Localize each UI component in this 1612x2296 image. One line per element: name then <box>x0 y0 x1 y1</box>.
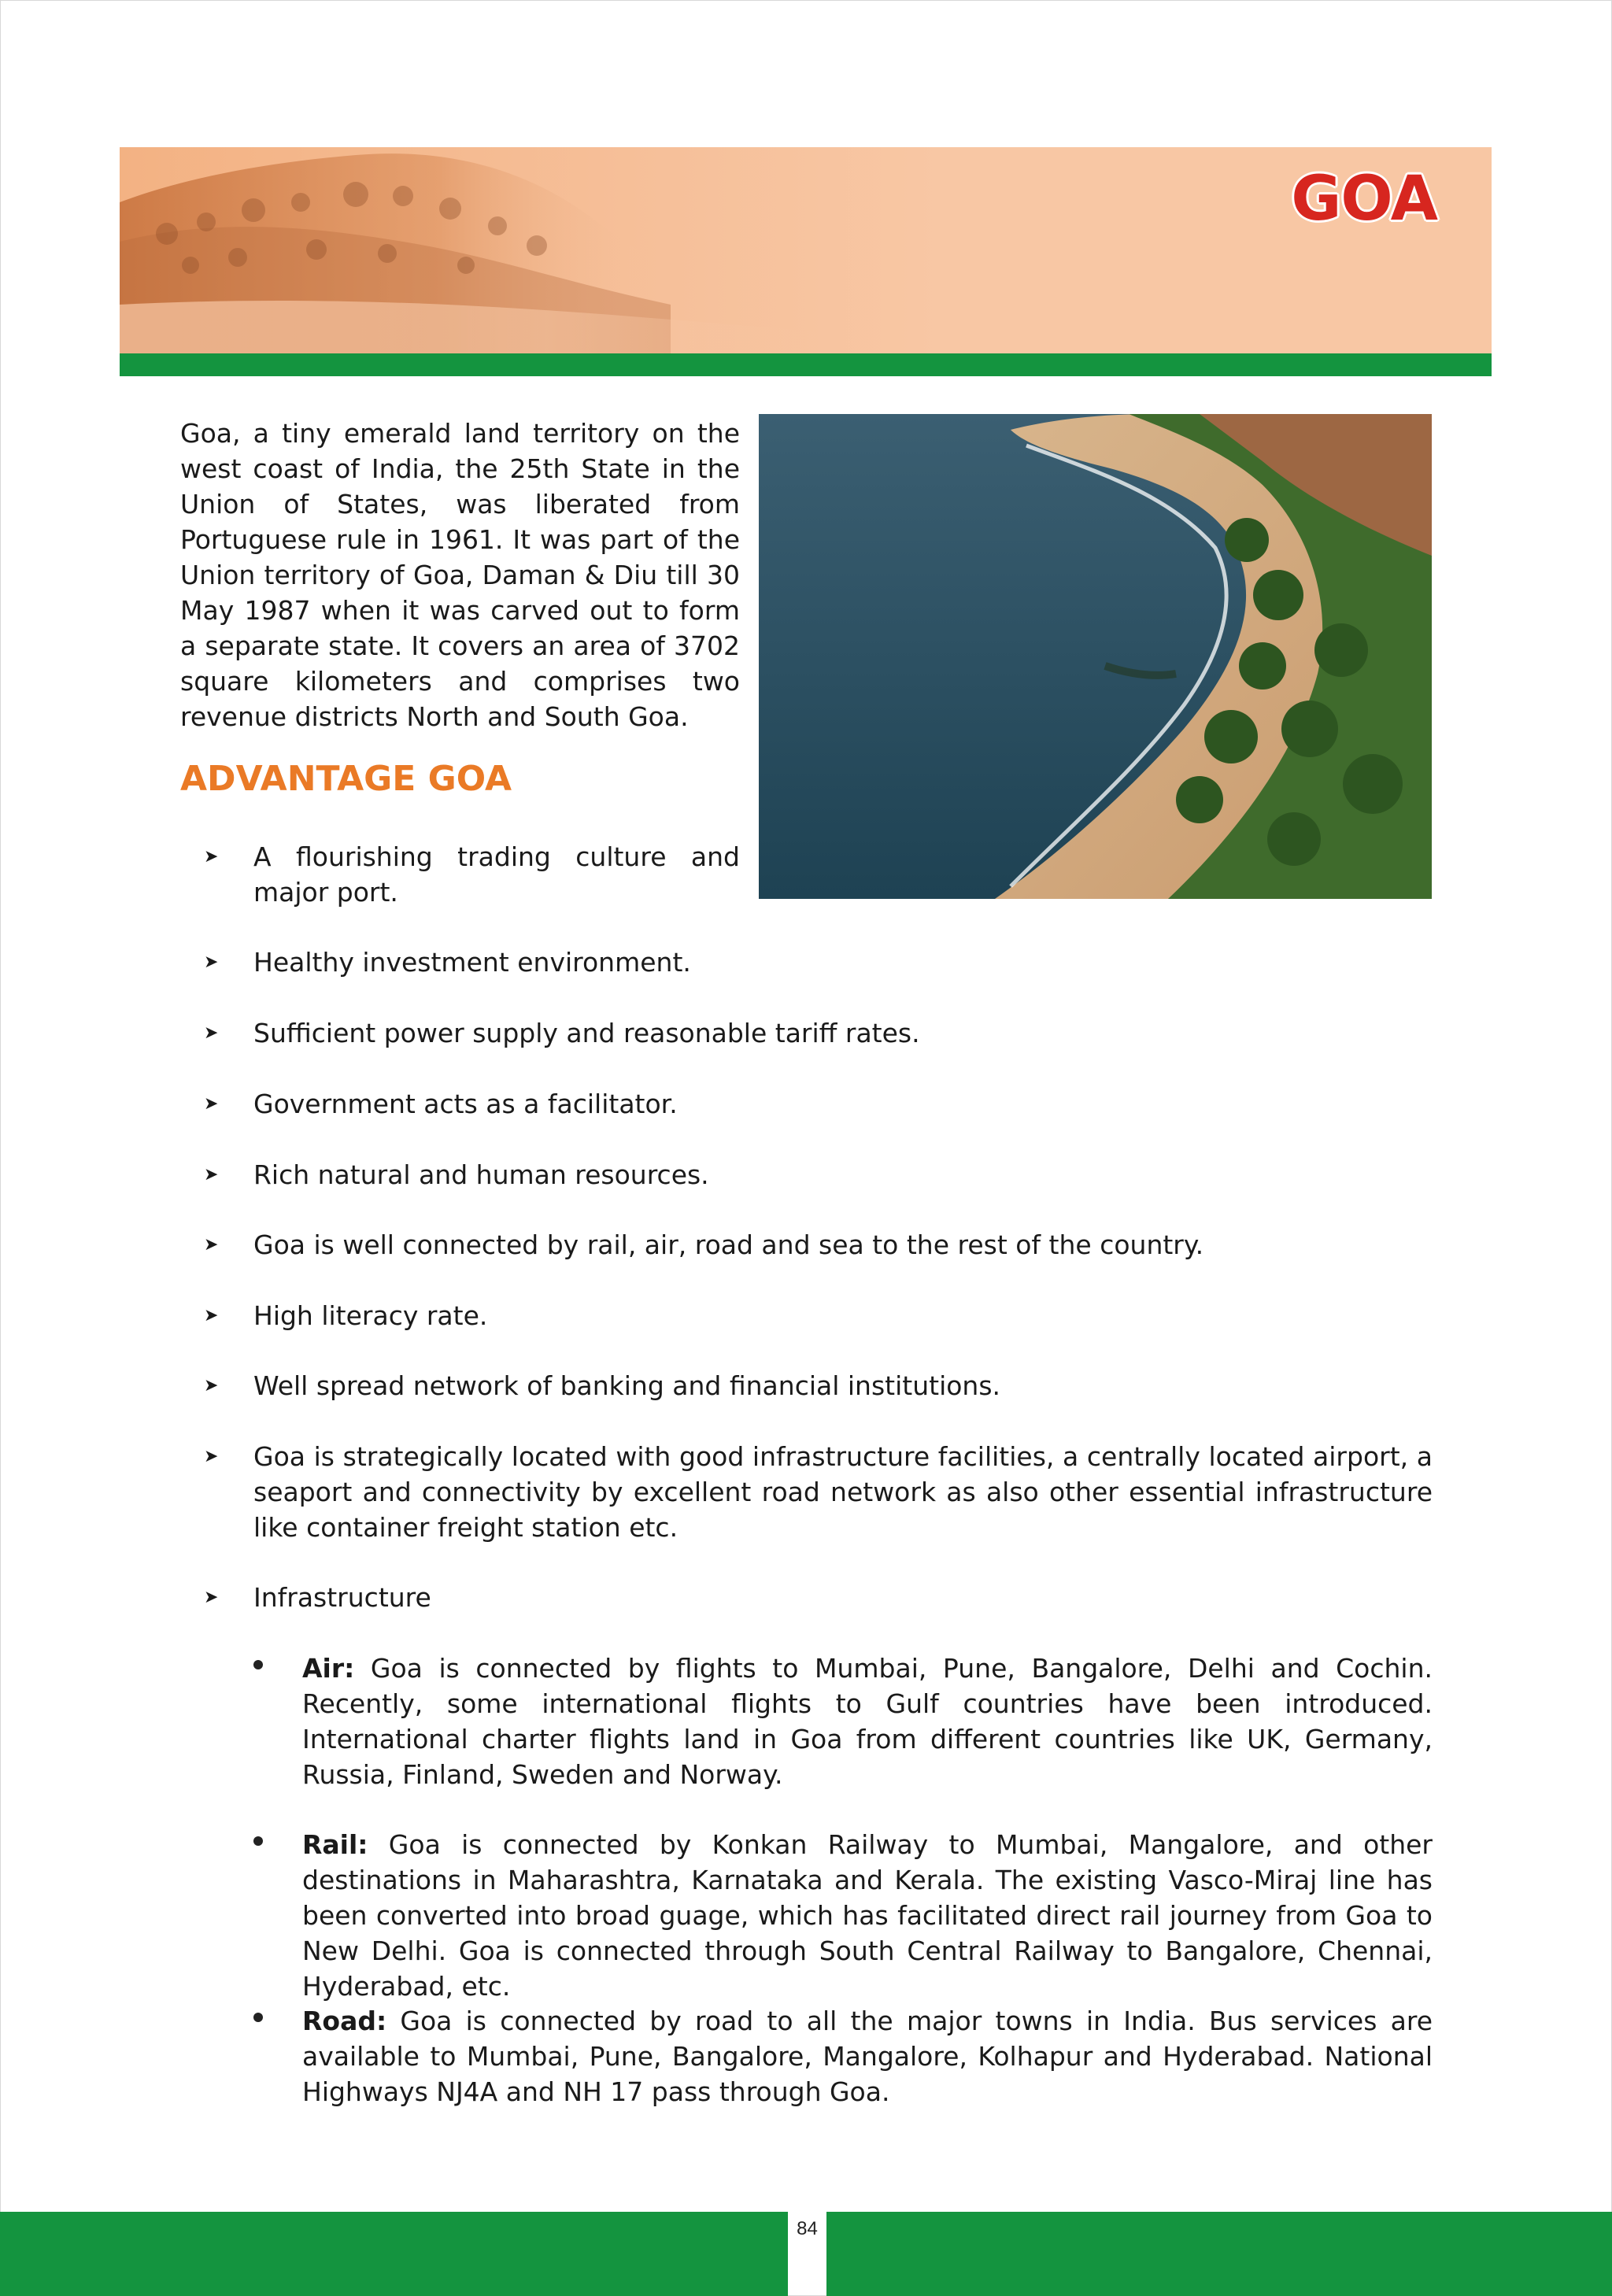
arrow-bullet-icon: ➤ <box>204 1165 219 1185</box>
footer-bar-left <box>0 2212 788 2296</box>
arrow-bullet-icon: ➤ <box>204 1306 219 1325</box>
arrow-bullet-icon: ➤ <box>204 1023 219 1043</box>
arrow-bullet-icon: ➤ <box>204 847 219 867</box>
arrow-bullet-icon: ➤ <box>204 1376 219 1396</box>
coastline-photo <box>759 414 1432 899</box>
beach-banner-image <box>120 147 1492 353</box>
sub-item-label: Rail: <box>302 1829 368 1860</box>
sub-item-text: Goa is connected by flights to Mumbai, Pune, Bangalore, Delhi and Cochin. Recently, some international flights to Gulf countries have been introduced. International charter flights land in Goa from different countries like UK, Germany, Russia, Finland, Sweden and Norway. <box>302 1653 1433 1790</box>
header-green-rule <box>120 353 1492 376</box>
arrow-bullet-icon: ➤ <box>204 1094 219 1114</box>
round-bullet-icon <box>253 2013 263 2022</box>
sub-item-text: Goa is connected by road to all the major towns in India. Bus services are available to Mumbai, Pune, Bangalore, Mangalore, Kolhapur and Hyderabad. National Highways NJ4A and NH 17 pass through Goa. <box>302 2006 1433 2107</box>
arrow-bullet-icon: ➤ <box>204 1235 219 1255</box>
arrow-bullet-icon: ➤ <box>204 1588 219 1607</box>
round-bullet-icon <box>253 1836 263 1846</box>
page-number: 84 <box>797 2218 818 2239</box>
arrow-bullet-icon: ➤ <box>204 1447 219 1466</box>
sub-item-label: Air: <box>302 1653 355 1684</box>
sub-item-label: Road: <box>302 2006 387 2036</box>
page-title: GOA <box>1291 164 1437 235</box>
arrow-bullet-icon: ➤ <box>204 952 219 972</box>
header-banner <box>120 147 1492 353</box>
intro-paragraph: Goa, a tiny emerald land territory on the west coast of India, the 25th State in the Union of States, was liberated from Portuguese rule in 1961. It was part of the Union territory of Goa, Daman & Diu till 30 May 1987 when it was carved out to form a separate state. It covers an area of 3702 square kilometers and comprises two revenue districts North and South Goa. <box>180 418 740 732</box>
sub-item-text: Goa is connected by Konkan Railway to Mumbai, Mangalore, and other destinations in Maharashtra, Karnataka and Kerala. The existing Vasco-Miraj line has been converted into broad guage, which has facilitated direct rail journey from Goa to New Delhi. Goa is connected through South Central Railway to Bangalore, Chennai, Hyderabad, etc. <box>302 1829 1433 2002</box>
round-bullet-icon <box>253 1660 263 1669</box>
advantage-heading: ADVANTAGE GOA <box>180 759 512 799</box>
footer-bar-right <box>826 2212 1612 2296</box>
